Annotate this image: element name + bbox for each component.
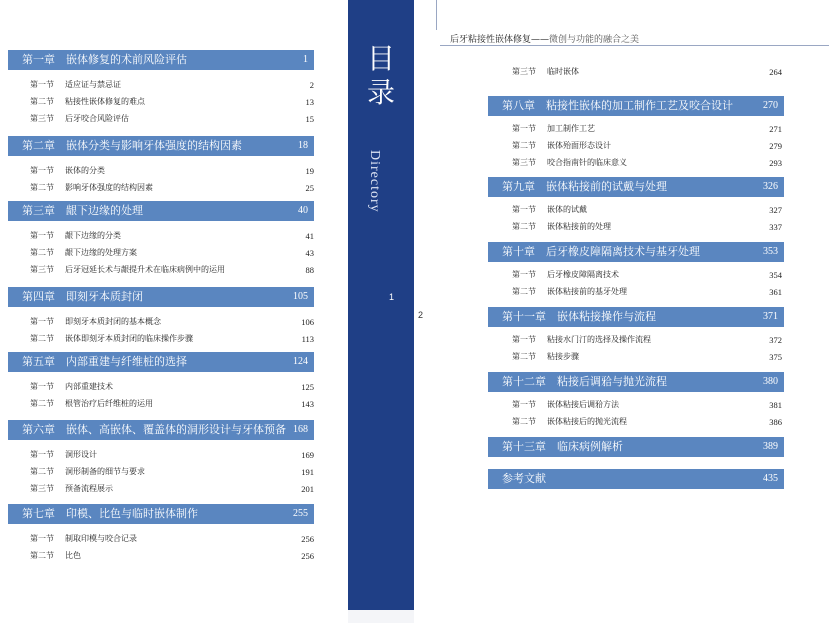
chapter-title: 第五章 内部重建与纤维桩的选择 <box>22 355 187 368</box>
section-page-number: 386 <box>769 417 782 427</box>
running-head-title: 后牙粘接性嵌体修复—— <box>450 35 550 45</box>
section-title: 嵌体粘接前的处理 <box>547 222 611 231</box>
section-entry[interactable] <box>30 483 314 495</box>
chapter-page-number: 435 <box>763 473 778 484</box>
section-title: 比色 <box>65 551 81 560</box>
section-page-number: 41 <box>305 231 314 241</box>
section-page-number: 25 <box>305 183 314 193</box>
section-number: 第一节 <box>30 231 54 240</box>
section-number: 第一节 <box>30 382 54 391</box>
section-title: 根管治疗后纤维桩的运用 <box>65 399 153 408</box>
section-number: 第二节 <box>30 334 54 343</box>
section-entry[interactable] <box>512 140 782 152</box>
section-page-number: 354 <box>769 270 782 280</box>
section-number: 第一节 <box>30 450 54 459</box>
chapter-title: 第一章 嵌体修复的术前风险评估 <box>22 53 187 66</box>
chapter-heading[interactable] <box>488 307 784 327</box>
page-number-left: 1 <box>389 292 395 302</box>
section-page-number: 88 <box>305 265 314 275</box>
section-page-number: 256 <box>301 534 314 544</box>
chapter-title: 第十三章 临床病例解析 <box>502 440 623 453</box>
section-entry[interactable] <box>512 399 782 411</box>
chapter-heading[interactable] <box>8 352 314 372</box>
chapter-page-number: 168 <box>293 424 308 435</box>
section-page-number: 293 <box>769 158 782 168</box>
section-title: 嵌体的试戴 <box>547 205 587 214</box>
section-number: 第二节 <box>512 352 536 361</box>
section-page-number: 169 <box>301 450 314 460</box>
section-entry[interactable] <box>512 221 782 233</box>
section-title: 适应证与禁忌证 <box>65 80 121 89</box>
section-number: 第一节 <box>30 80 54 89</box>
section-page-number: 279 <box>769 141 782 151</box>
section-number: 第一节 <box>512 205 536 214</box>
section-title: 咬合指南针的临床意义 <box>547 158 627 167</box>
section-number: 第一节 <box>512 335 536 344</box>
section-number: 第一节 <box>512 270 536 279</box>
chapter-heading[interactable] <box>8 287 314 307</box>
section-entry[interactable] <box>30 230 314 242</box>
toc-title-chinese: 目录 <box>366 42 395 109</box>
section-page-number: 2 <box>309 80 314 90</box>
section-number: 第三节 <box>30 484 54 493</box>
section-title: 内部重建技术 <box>65 382 113 391</box>
section-title: 后牙橡皮障隔离技术 <box>547 270 619 279</box>
chapter-heading[interactable] <box>488 96 784 116</box>
section-title: 制取印模与咬合记录 <box>65 534 137 543</box>
section-page-number: 375 <box>769 352 782 362</box>
section-number: 第二节 <box>512 222 536 231</box>
section-page-number: 143 <box>301 399 314 409</box>
section-number: 第二节 <box>30 399 54 408</box>
section-number: 第二节 <box>30 97 54 106</box>
section-title: 龈下边缘的处理方案 <box>65 248 137 257</box>
section-entry[interactable] <box>30 182 314 194</box>
section-entry[interactable] <box>30 449 314 461</box>
section-entry[interactable] <box>512 351 782 363</box>
section-page-number: 337 <box>769 222 782 232</box>
section-number: 第三节 <box>512 158 536 167</box>
section-title: 粘接水门汀的选择及操作流程 <box>547 335 651 344</box>
section-entry[interactable] <box>30 165 314 177</box>
section-entry[interactable] <box>30 316 314 328</box>
chapter-heading[interactable] <box>488 372 784 392</box>
chapter-title: 第三章 龈下边缘的处理 <box>22 204 143 217</box>
section-number: 第一节 <box>30 534 54 543</box>
section-number: 第三节 <box>30 265 54 274</box>
section-number: 第二节 <box>30 467 54 476</box>
chapter-heading[interactable] <box>8 136 314 156</box>
section-title: 加工制作工艺 <box>547 124 595 133</box>
chapter-page-number: 40 <box>298 205 308 216</box>
section-entry[interactable] <box>30 79 314 91</box>
section-title: 洞形设计 <box>65 450 97 459</box>
section-entry[interactable] <box>512 157 782 169</box>
section-number: 第一节 <box>30 166 54 175</box>
section-title: 洞形制备的细节与要求 <box>65 467 145 476</box>
chapter-title: 第十章 后牙橡皮障隔离技术与基牙处理 <box>502 245 700 258</box>
section-entry[interactable] <box>30 113 314 125</box>
section-entry[interactable] <box>30 247 314 259</box>
section-page-number: 381 <box>769 400 782 410</box>
section-number: 第二节 <box>30 248 54 257</box>
chapter-heading[interactable] <box>488 469 784 489</box>
section-entry[interactable] <box>512 286 782 298</box>
section-number: 第一节 <box>512 124 536 133</box>
section-title: 嵌体粘接前的基牙处理 <box>547 287 627 296</box>
chapter-page-number: 371 <box>763 311 778 322</box>
section-page-number: 372 <box>769 335 782 345</box>
section-number: 第一节 <box>30 317 54 326</box>
chapter-page-number: 1 <box>303 54 308 65</box>
chapter-heading[interactable] <box>8 201 314 221</box>
section-title: 临时嵌体 <box>547 67 579 76</box>
chapter-heading[interactable] <box>488 242 784 262</box>
chapter-title: 第八章 粘接性嵌体的加工制作工艺及咬合设计 <box>502 99 733 112</box>
section-title: 嵌体殆面形态设计 <box>547 141 611 150</box>
section-entry[interactable] <box>30 466 314 478</box>
header-vertical-rule <box>436 0 437 30</box>
section-title: 粘接性嵌体修复的难点 <box>65 97 145 106</box>
section-number: 第一节 <box>512 400 536 409</box>
chapter-page-number: 326 <box>763 181 778 192</box>
section-page-number: 271 <box>769 124 782 134</box>
section-entry[interactable] <box>30 381 314 393</box>
section-title: 龈下边缘的分类 <box>65 231 121 240</box>
section-entry[interactable] <box>512 123 782 135</box>
chapter-heading[interactable] <box>488 437 784 457</box>
chapter-heading[interactable] <box>8 50 314 70</box>
section-page-number: 361 <box>769 287 782 297</box>
chapter-page-number: 18 <box>298 140 308 151</box>
header-rule <box>440 45 829 46</box>
toc-title-english: Directory <box>367 150 382 213</box>
section-page-number: 264 <box>769 67 782 77</box>
section-number: 第二节 <box>512 141 536 150</box>
section-entry[interactable] <box>512 416 782 428</box>
chapter-title: 第九章 嵌体粘接前的试戴与处理 <box>502 180 667 193</box>
section-title: 粘接步骤 <box>547 352 579 361</box>
section-page-number: 327 <box>769 205 782 215</box>
section-entry[interactable] <box>30 398 314 410</box>
section-page-number: 13 <box>305 97 314 107</box>
section-page-number: 106 <box>301 317 314 327</box>
section-entry[interactable] <box>30 333 314 345</box>
chapter-page-number: 380 <box>763 376 778 387</box>
chapter-page-number: 270 <box>763 100 778 111</box>
section-entry[interactable] <box>512 334 782 346</box>
chapter-heading[interactable] <box>8 420 314 440</box>
section-title: 嵌体即刻牙本质封闭的临床操作步骤 <box>65 334 193 343</box>
section-number: 第二节 <box>512 287 536 296</box>
chapter-title: 参考文献 <box>502 472 546 485</box>
section-number: 第二节 <box>30 551 54 560</box>
section-entry[interactable] <box>512 66 782 78</box>
page-number-right: 2 <box>418 310 424 320</box>
section-entry[interactable] <box>30 550 314 562</box>
running-head <box>450 32 639 45</box>
section-page-number: 191 <box>301 467 314 477</box>
running-head-subtitle: 微创与功能的融合之美 <box>549 35 640 45</box>
chapter-page-number: 353 <box>763 246 778 257</box>
section-title: 嵌体粘接后的抛光流程 <box>547 417 627 426</box>
section-page-number: 256 <box>301 551 314 561</box>
section-page-number: 15 <box>305 114 314 124</box>
section-title: 影响牙体强度的结构因素 <box>65 183 153 192</box>
chapter-title: 第二章 嵌体分类与影响牙体强度的结构因素 <box>22 139 242 152</box>
section-number: 第二节 <box>30 183 54 192</box>
section-entry[interactable] <box>512 269 782 281</box>
chapter-page-number: 124 <box>293 356 308 367</box>
section-title: 嵌体的分类 <box>65 166 105 175</box>
section-number: 第二节 <box>512 417 536 426</box>
chapter-page-number: 389 <box>763 441 778 452</box>
section-page-number: 113 <box>301 334 314 344</box>
section-page-number: 125 <box>301 382 314 392</box>
section-title: 预备流程展示 <box>65 484 113 493</box>
section-title: 即刻牙本质封闭的基本概念 <box>65 317 161 326</box>
section-entry[interactable] <box>512 204 782 216</box>
section-page-number: 19 <box>305 166 314 176</box>
chapter-page-number: 255 <box>293 508 308 519</box>
chapter-title: 第七章 印模、比色与临时嵌体制作 <box>22 507 198 520</box>
chapter-page-number: 105 <box>293 291 308 302</box>
section-number: 第三节 <box>30 114 54 123</box>
chapter-title: 第十一章 嵌体粘接操作与流程 <box>502 310 656 323</box>
section-entry[interactable] <box>30 96 314 108</box>
section-title: 后牙冠延长术与龈提升术在临床病例中的运用 <box>65 265 225 274</box>
chapter-title: 第四章 即刻牙本质封闭 <box>22 290 143 303</box>
chapter-heading[interactable] <box>8 504 314 524</box>
section-page-number: 201 <box>301 484 314 494</box>
chapter-heading[interactable] <box>488 177 784 197</box>
section-page-number: 43 <box>305 248 314 258</box>
section-title: 后牙咬合风险评估 <box>65 114 129 123</box>
chapter-title: 第十二章 粘接后调𬌗与抛光流程 <box>502 375 667 388</box>
section-number: 第三节 <box>512 67 536 76</box>
section-title: 嵌体粘接后调𬌗方法 <box>547 400 619 409</box>
left-page <box>0 0 348 623</box>
chapter-title: 第六章 嵌体、高嵌体、覆盖体的洞形设计与牙体预备 <box>22 423 286 436</box>
section-entry[interactable] <box>30 264 314 276</box>
section-entry[interactable] <box>30 533 314 545</box>
